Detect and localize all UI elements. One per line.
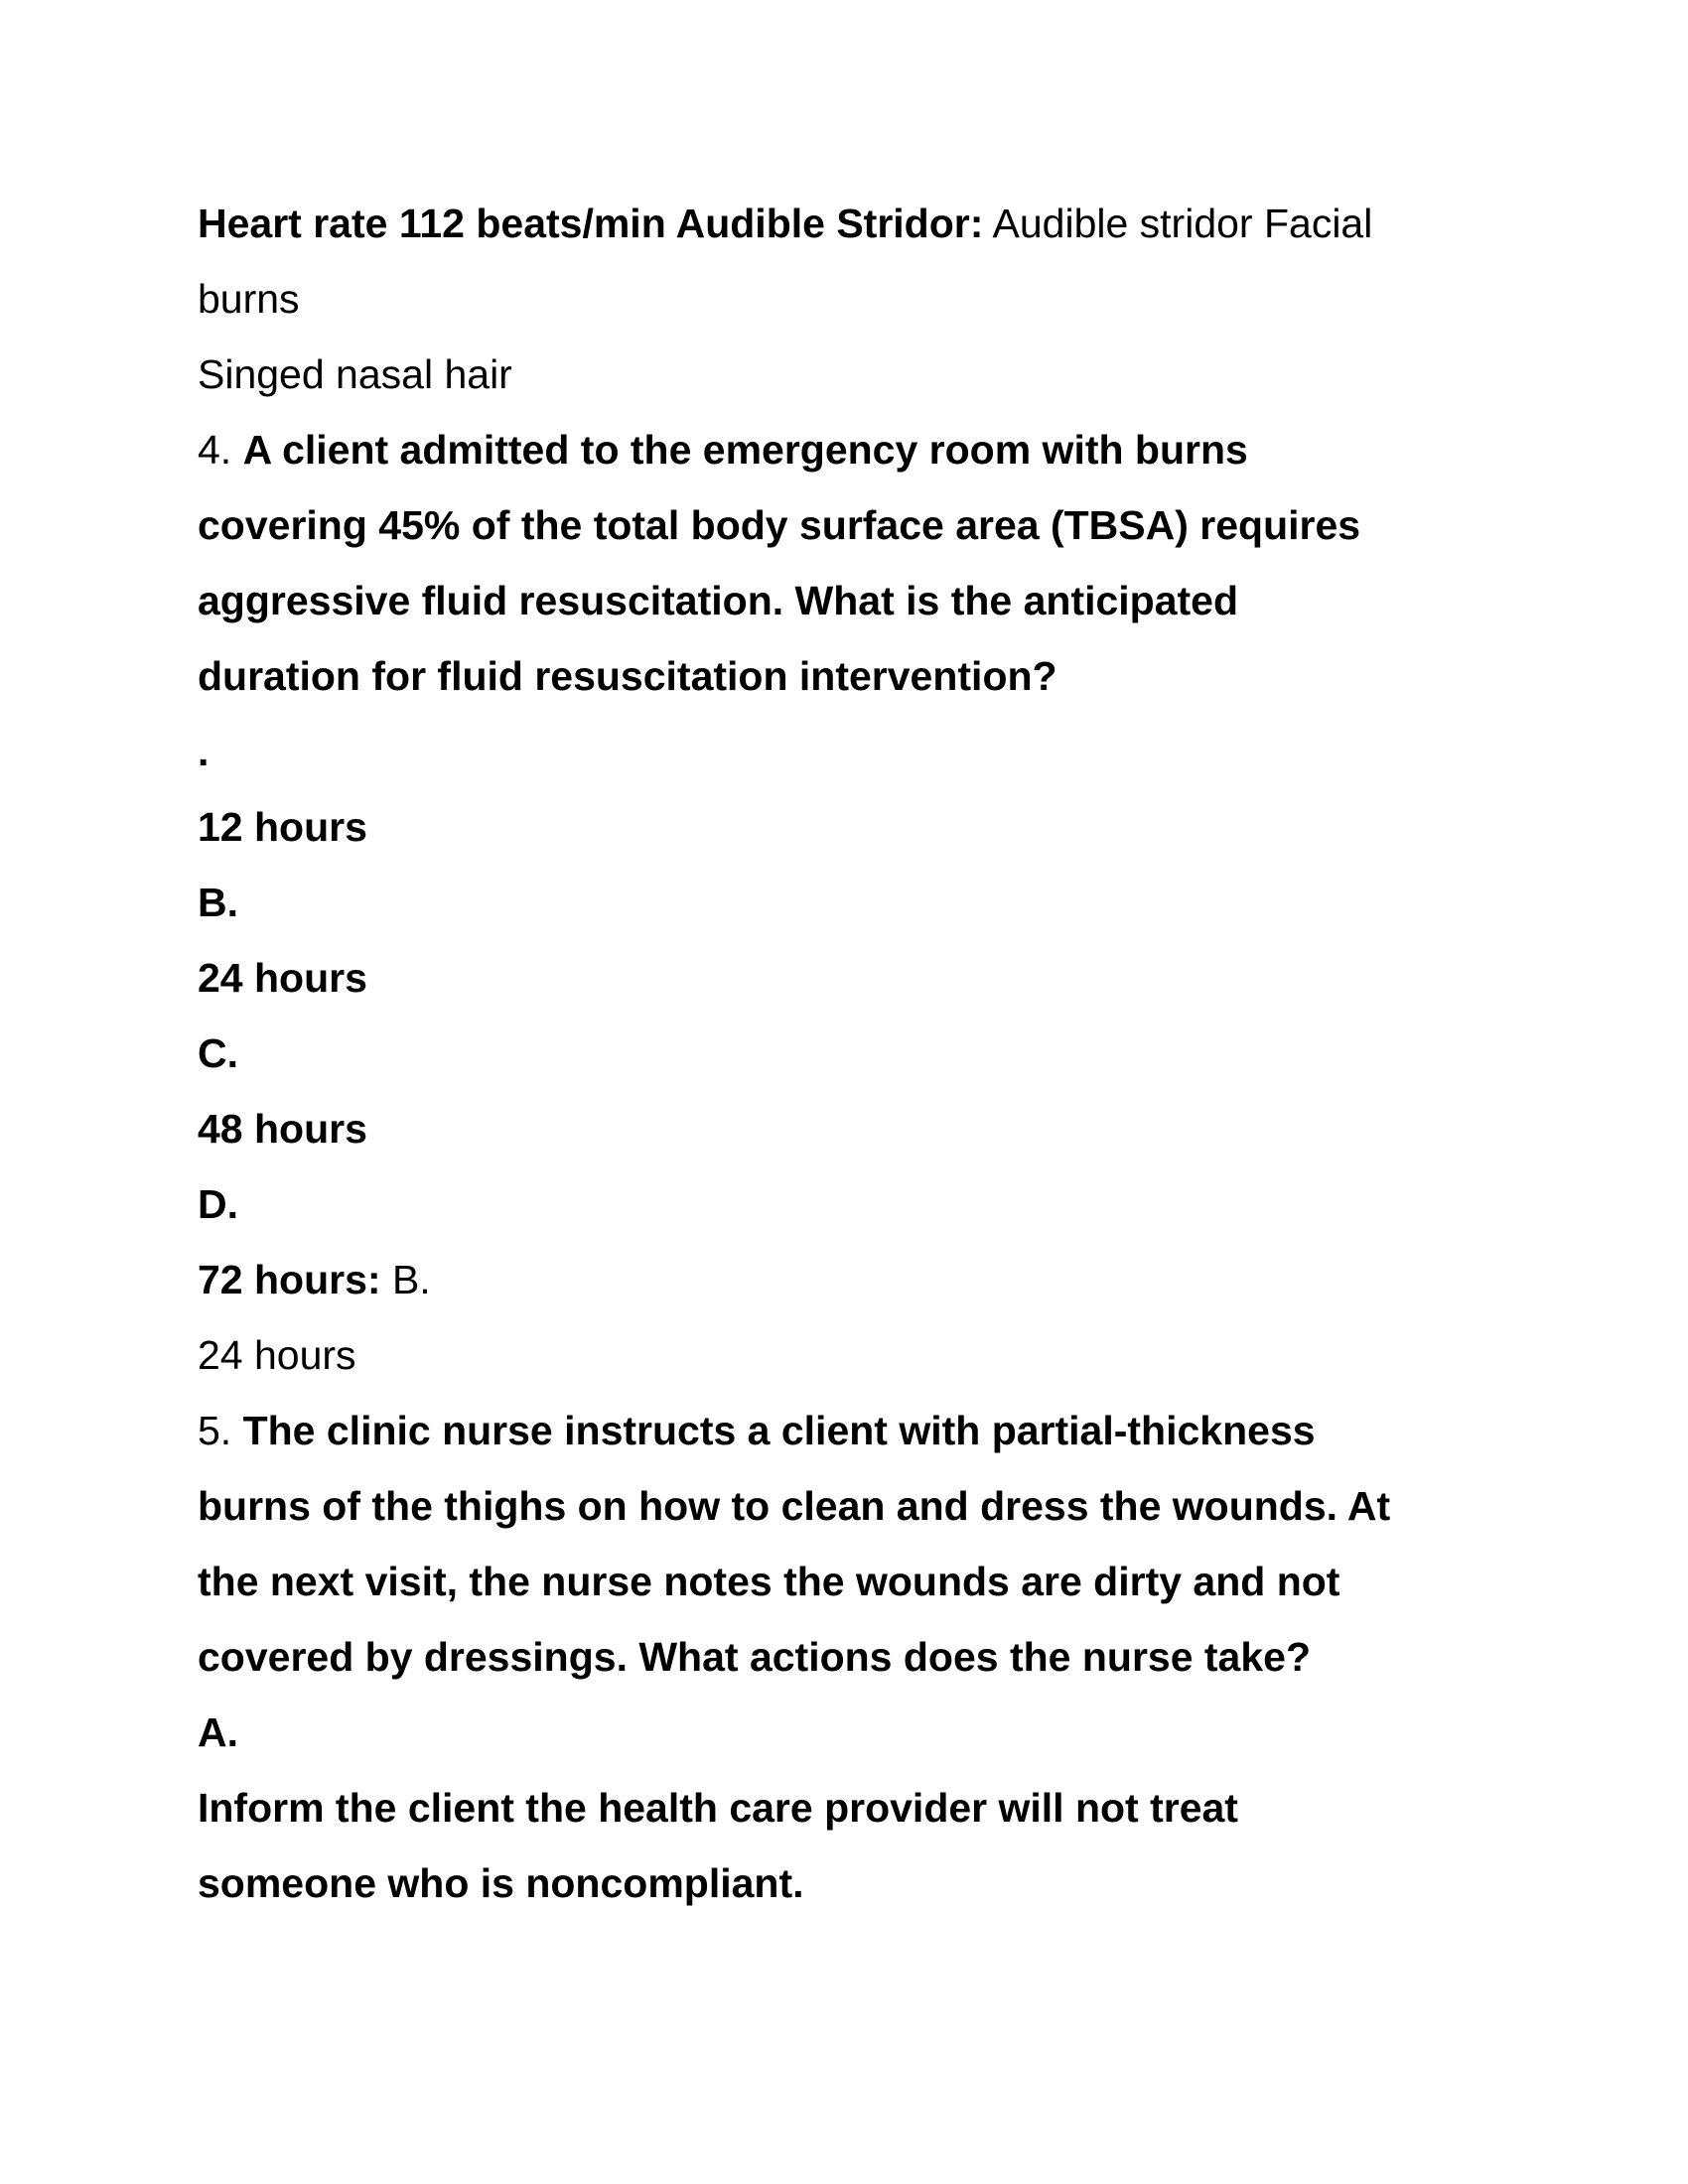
- text-line: [198, 1166, 1528, 1242]
- plain-text: 4.: [198, 427, 243, 473]
- bold-text: duration for fluid resuscitation intervention?: [198, 653, 1057, 699]
- text-line: [198, 1770, 1528, 1845]
- text-line: [198, 789, 1528, 865]
- bold-text: .: [198, 729, 210, 774]
- text-line: [198, 940, 1528, 1016]
- bold-text: covered by dressings. What actions does the nurse take?: [198, 1634, 1311, 1680]
- text-line: [198, 1091, 1528, 1166]
- text-line: [198, 487, 1528, 563]
- plain-text: 5.: [198, 1408, 243, 1453]
- text-line: [198, 1016, 1528, 1091]
- text-line: [198, 337, 1528, 412]
- document-page: [198, 186, 1528, 1921]
- bold-text: 72 hours:: [198, 1257, 381, 1302]
- bold-text: Heart rate 112 beats/min Audible Stridor:: [198, 201, 984, 246]
- text-line: [198, 865, 1528, 940]
- plain-text: 24 hours: [198, 1332, 356, 1378]
- bold-text: Inform the client the health care provider will not treat: [198, 1785, 1238, 1831]
- text-line: [198, 412, 1528, 487]
- text-line: [198, 261, 1528, 337]
- bold-text: A client admitted to the emergency room with burns: [242, 427, 1248, 473]
- plain-text: burns: [198, 276, 300, 322]
- bold-text: covering 45% of the total body surface area (TBSA) requires: [198, 502, 1361, 548]
- bold-text: D.: [198, 1181, 238, 1227]
- bold-text: aggressive fluid resuscitation. What is the anticipated: [198, 578, 1239, 623]
- plain-text: Singed nasal hair: [198, 351, 512, 397]
- text-line: [198, 563, 1528, 638]
- plain-text: B.: [380, 1257, 431, 1302]
- text-line: [198, 186, 1528, 261]
- bold-text: 48 hours: [198, 1106, 367, 1152]
- bold-text: The clinic nurse instructs a client with partial-thickness: [242, 1408, 1316, 1453]
- text-line: [198, 1242, 1528, 1317]
- text-line: [198, 1317, 1528, 1393]
- text-line: [198, 714, 1528, 789]
- bold-text: 24 hours: [198, 955, 367, 1001]
- text-line: [198, 1393, 1528, 1468]
- text-line: [198, 1544, 1528, 1619]
- bold-text: B.: [198, 880, 238, 925]
- plain-text: Audible stridor Facial: [983, 201, 1373, 246]
- bold-text: burns of the thighs on how to clean and dress the wounds. At: [198, 1483, 1391, 1529]
- bold-text: someone who is noncompliant.: [198, 1860, 804, 1906]
- text-line: [198, 638, 1528, 714]
- text-line: [198, 1619, 1528, 1695]
- bold-text: C.: [198, 1030, 238, 1076]
- bold-text: 12 hours: [198, 804, 367, 850]
- bold-text: A.: [198, 1709, 238, 1755]
- text-line: [198, 1468, 1528, 1544]
- bold-text: the next visit, the nurse notes the wounds are dirty and not: [198, 1559, 1340, 1604]
- text-line: [198, 1845, 1528, 1921]
- text-line: [198, 1695, 1528, 1770]
